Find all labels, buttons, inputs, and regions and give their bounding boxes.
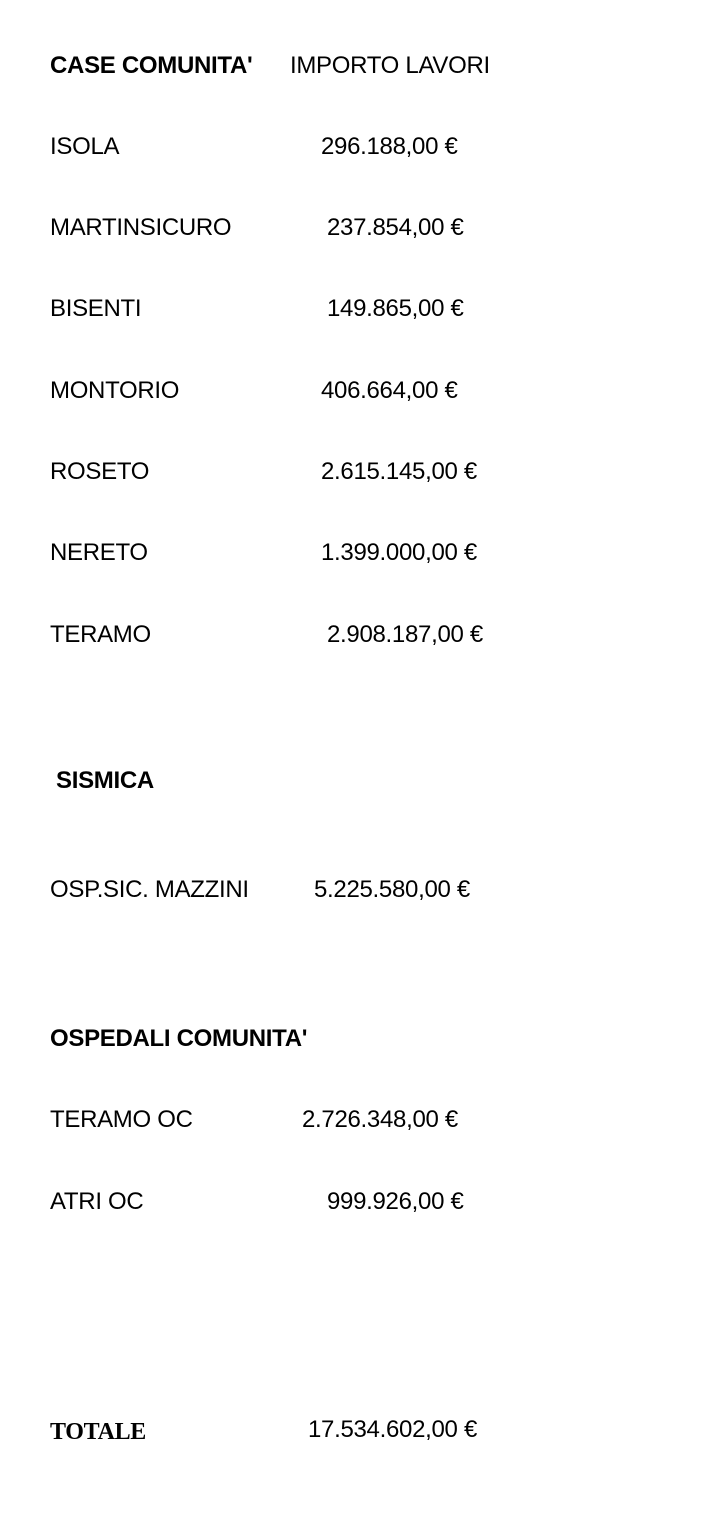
row-name-roseto: ROSETO (50, 458, 150, 485)
row-name-isola: ISOLA (50, 133, 120, 160)
total-amount: 17.534.602,00 € (308, 1416, 477, 1443)
row-amount-roseto: 2.615.145,00 € (321, 458, 477, 485)
row-name-teramo-oc: TERAMO OC (50, 1106, 193, 1133)
row-name-bisenti: BISENTI (50, 295, 142, 322)
row-name-atri-oc: ATRI OC (50, 1188, 144, 1215)
row-name-montorio: MONTORIO (50, 377, 180, 404)
row-amount-atri-oc: 999.926,00 € (327, 1188, 464, 1215)
row-amount-teramo-oc: 2.726.348,00 € (302, 1106, 458, 1133)
row-amount-teramo: 2.908.187,00 € (327, 621, 483, 648)
row-name-teramo: TERAMO (50, 621, 151, 648)
section-title-ospedali-comunita: OSPEDALI COMUNITA' (50, 1025, 308, 1052)
row-name-osp-sic-mazzini: OSP.SIC. MAZZINI (50, 876, 249, 903)
row-amount-bisenti: 149.865,00 € (327, 295, 464, 322)
row-amount-nereto: 1.399.000,00 € (321, 539, 477, 566)
row-amount-osp-sic-mazzini: 5.225.580,00 € (314, 876, 470, 903)
section-title-sismica: SISMICA (56, 767, 154, 794)
row-amount-montorio: 406.664,00 € (321, 377, 458, 404)
row-amount-martinsicuro: 237.854,00 € (327, 214, 464, 241)
section-title-case-comunita: CASE COMUNITA' (50, 52, 253, 79)
row-name-nereto: NERETO (50, 539, 148, 566)
column-header-importo-lavori: IMPORTO LAVORI (290, 52, 490, 79)
row-amount-isola: 296.188,00 € (321, 133, 458, 160)
row-name-martinsicuro: MARTINSICURO (50, 214, 232, 241)
total-label: TOTALE (50, 1419, 147, 1445)
